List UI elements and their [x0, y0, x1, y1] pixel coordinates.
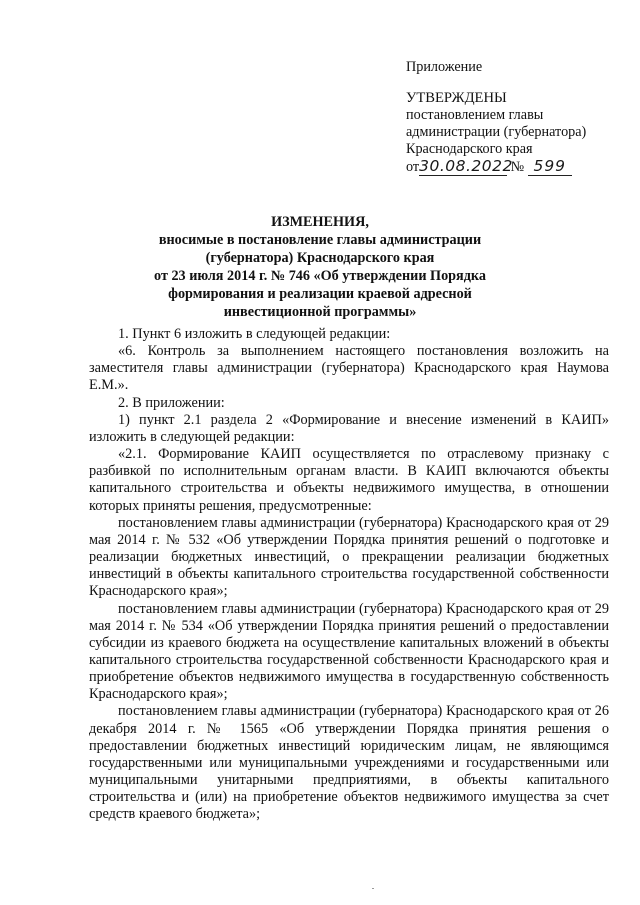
handwritten-number: 599	[528, 158, 572, 176]
approved-label: УТВЕРЖДЕНЫ	[406, 90, 507, 106]
title-line-2: вносимые в постановление главы администрации	[158, 232, 482, 248]
approval-date-line	[406, 158, 634, 176]
date-prefix: от	[406, 159, 420, 175]
paragraph-1: 1. Пункт 6 изложить в следующей редакции:	[118, 326, 391, 342]
title-line-4: от 23 июля 2014 г. № 746 «Об утверждении Порядка	[154, 268, 486, 284]
paragraph-5: «2.1. Формирование КАИП осуществляется по отраслевому признаку с разбивкой по исполнительным органам власти. В КАИП включаются объекты капитального строительства и объекты недвижимого имущества, в отношении которых приняты решения, предусмотренные:	[89, 446, 609, 514]
paragraph-3: 2. В приложении:	[118, 394, 225, 411]
approval-line-1: постановлением главы	[406, 107, 544, 123]
paragraph-6: постановлением главы администрации (губернатора) Краснодарского края от 29 мая 2014 г. № 532 «Об утверждении Порядка принятия решений о подготовке и реализации бюджетных инвестиций, о прекращении реализации бюджетных инвестиций в объекты капитального строительства государственной собственности Краснодарского края»;	[89, 514, 609, 600]
paragraph-4: 1) пункт 2.1 раздела 2 «Формирование и внесение изменений в КАИП» изложить в следующей редакции:	[89, 411, 609, 445]
title-line-6: инвестиционной программы»	[223, 304, 417, 320]
document-body	[89, 326, 609, 824]
paragraph-2: «6. Контроль за выполнением настоящего постановления возложить на заместителя главы администрации (губернатора) Краснодарского края Наумова Е.М.».	[89, 343, 609, 394]
title-line-5: формирования и реализации краевой адресной	[168, 286, 472, 302]
document-title	[120, 213, 520, 321]
title-line-1: ИЗМЕНЕНИЯ,	[271, 214, 369, 230]
appendix-label: Приложение	[406, 59, 483, 75]
handwritten-date: 30.08.2022	[419, 157, 513, 175]
page-mark	[372, 888, 374, 889]
approval-block	[406, 59, 634, 176]
approval-line-3: Краснодарского края	[406, 141, 533, 157]
title-line-3: (губернатора) Краснодарского края	[205, 250, 435, 266]
approval-line-2: администрации (губернатора)	[406, 124, 587, 140]
number-prefix: №	[510, 159, 525, 175]
paragraph-8: постановлением главы администрации (губернатора) Краснодарского края от 26 декабря 2014 г. № 1565 «Об утверждении Порядка принятия решения о предоставлении бюджетных инвестиций юридическим лицам, не являющимся государственными или муниципальными учреждениями и государственными или муниципальными унитарными предприятиями, в объекты капитального строительства и (или) на приобретение объектов недвижимого имущества за счет средств краевого бюджета»;	[89, 703, 609, 823]
paragraph-7: постановлением главы администрации (губернатора) Краснодарского края от 29 мая 2014 г. № 534 «Об утверждении Порядка принятия решений о предоставлении субсидии из краевого бюджета на осуществление капитальных вложений в объекты капитального строительства государственной собственности Краснодарского края и приобретение объектов недвижимого имущества в государственную собственность Краснодарского края»;	[89, 600, 609, 703]
